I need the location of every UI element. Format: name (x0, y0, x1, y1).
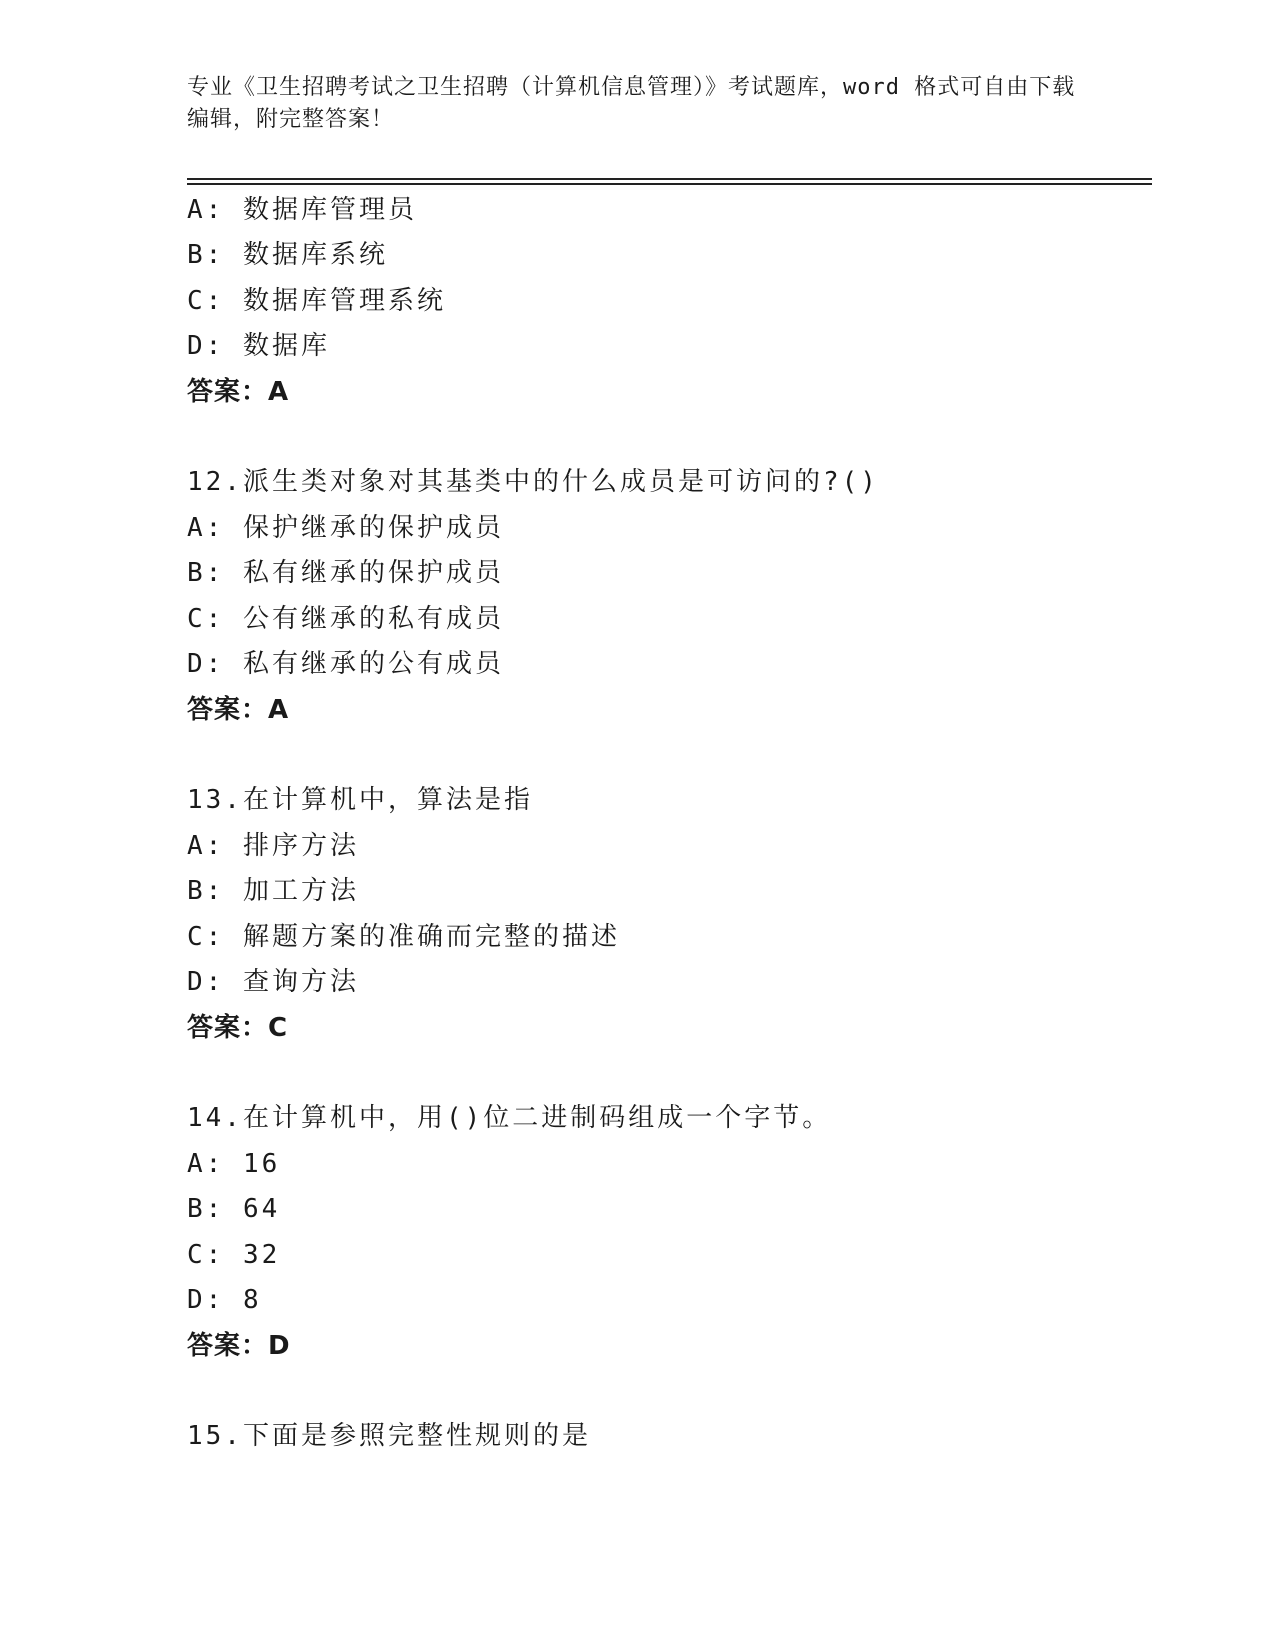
q12-option-c: C: 公有继承的私有成员 (187, 604, 504, 634)
q13-option-d: D: 查询方法 (187, 967, 359, 997)
q13-question: 13.在计算机中，算法是指 (187, 785, 533, 815)
q12-answer: 答案：A (187, 695, 290, 725)
q13-option-a: A: 排序方法 (187, 831, 359, 861)
q14-option-a: A: 16 (187, 1149, 281, 1179)
q14-question: 14.在计算机中，用()位二进制码组成一个字节。 (187, 1103, 832, 1133)
q13-option-c: C: 解题方案的准确而完整的描述 (187, 922, 620, 952)
q15-question: 15.下面是参照完整性规则的是 (187, 1421, 591, 1451)
q12-option-b: B: 私有继承的保护成员 (187, 558, 504, 588)
q11-option-c: C: 数据库管理系统 (187, 286, 446, 316)
q11-option-d: D: 数据库 (187, 331, 330, 361)
header-divider-top (187, 178, 1152, 180)
q11-answer: 答案：A (187, 377, 290, 407)
q12-option-a: A: 保护继承的保护成员 (187, 513, 504, 543)
q12-question: 12.派生类对象对其基类中的什么成员是可访问的?() (187, 467, 879, 497)
q11-option-b: B: 数据库系统 (187, 240, 388, 270)
header-divider-bottom (187, 183, 1152, 185)
q12-option-d: D: 私有继承的公有成员 (187, 649, 504, 679)
q14-option-d: D: 8 (187, 1285, 262, 1315)
q13-answer: 答案：C (187, 1013, 289, 1043)
document-header: 专业《卫生招聘考试之卫生招聘（计算机信息管理）》考试题库，word 格式可自由下载编辑，附完整答案！ (187, 75, 1076, 132)
q14-option-b: B: 64 (187, 1194, 281, 1224)
q11-option-a: A: 数据库管理员 (187, 195, 417, 225)
q14-option-c: C: 32 (187, 1240, 281, 1270)
q14-answer: 答案：D (187, 1331, 291, 1361)
q13-option-b: B: 加工方法 (187, 876, 359, 906)
